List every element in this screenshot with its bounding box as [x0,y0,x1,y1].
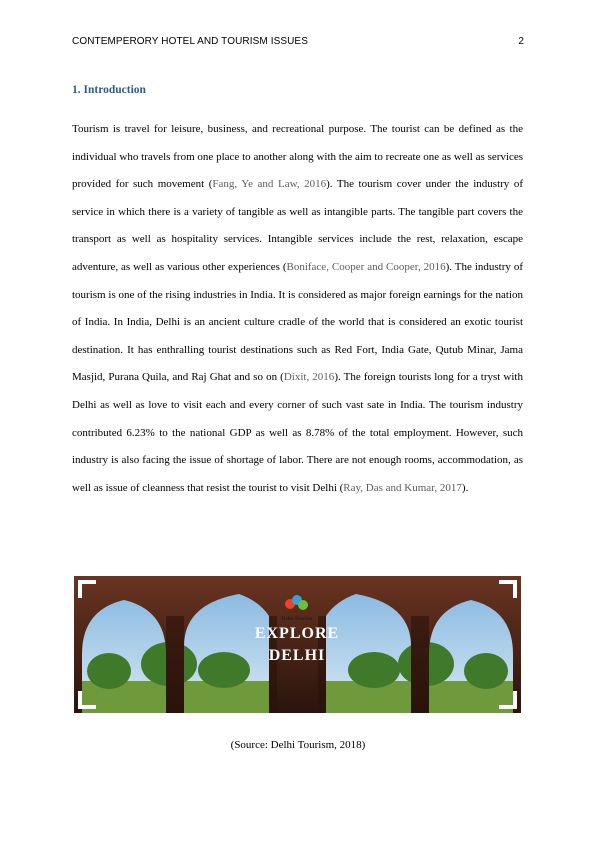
text-run: ). The industry of tourism is one of the rising industries in India. It is considered as major foreign earnings for the nation of India. In India, Delhi is an ancient culture cradle of the world that is considered an exotic tourist destination. It has enthralling tourist destinations such as Red Fort, India Gate, Qutub Minar, Jama Masjid, Purana Quila, and Raj Ghat and so on ( [72,260,523,384]
text-run: ). The foreign tourists long for a tryst with Delhi as well as love to visit each and every corner of such vast sate in India. The tourism industry contributed 6.23% to the national GDP as well as 8.78% of the total employment. However, such industry is also facing the issue of shortage of labor. There are not enough rooms, accommodation, as well as issue of cleanness that resist the tourist to visit Delhi ( [72,371,523,494]
page-number: 2 [518,36,524,47]
citation-dixit: Dixit, 2016 [283,371,335,384]
citation-fang: Fang, Ye and Law, 2016 [212,178,327,191]
explore-text: EXPLORE [254,625,340,642]
running-header [72,36,524,47]
citation-boniface: Boniface, Cooper and Cooper, 2016 [286,260,446,273]
text-run: Tourism is travel for leisure, business, and recreational purpose. The tourist can be defined as the individual who travels from one place to another along with the aim to recreate one as well as services provided for such movement ( [72,123,523,191]
introduction-paragraph [72,116,523,502]
figure-caption: (Source: Delhi Tourism, 2018) [230,739,366,751]
citation-ray: Ray, Das and Kumar, 2017 [343,481,462,494]
section-heading: 1. Introduction [72,84,146,96]
explore-delhi-image [74,576,521,713]
text-run: ). The tourism cover under the industry of service in which there is a variety of tangible as well as intangible parts. The tangible part covers the transport as well as hospitality services. Intangible services include the rest, relaxation, escape adventure, as well as various other experiences ( [72,178,524,273]
text-run: ). [461,481,469,494]
delhi-text: DELHI [268,647,326,664]
explore-delhi-illustration [74,576,521,713]
logo-label: Delhi Tourism [281,617,313,622]
header-title: CONTEMPERORY HOTEL AND TOURISM ISSUES [72,36,308,47]
